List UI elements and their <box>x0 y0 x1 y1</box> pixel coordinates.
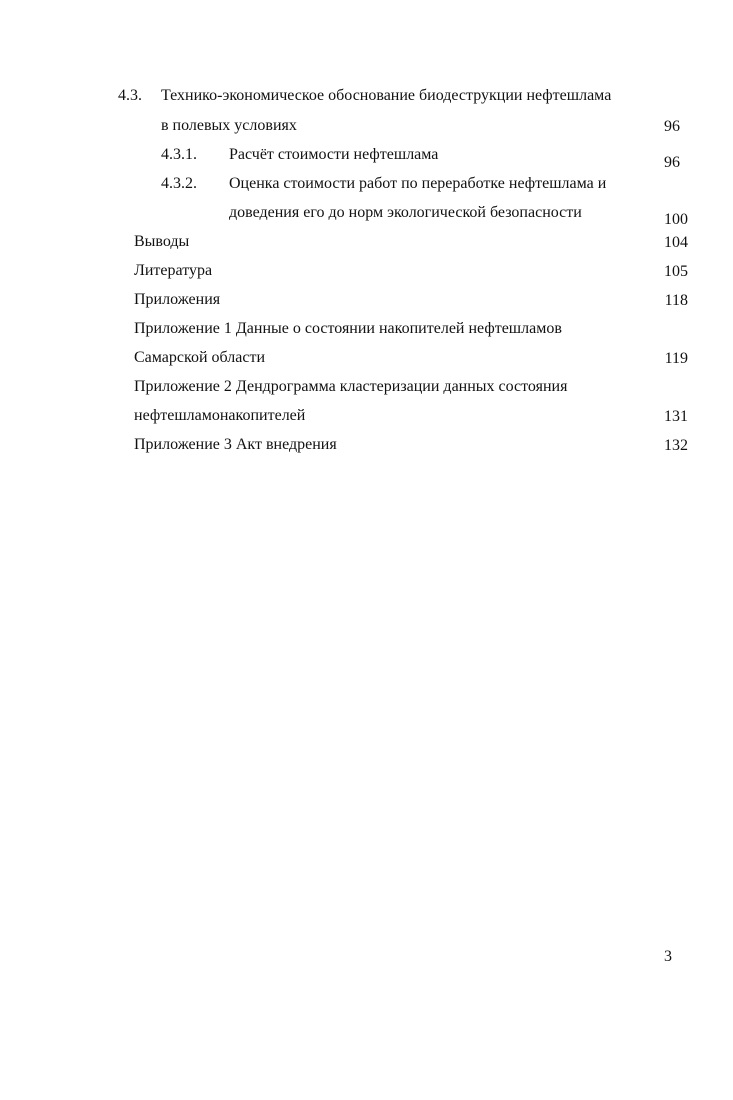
toc-section-4-3-2-page: 100 <box>664 211 688 228</box>
toc-section-4-3-2-number: 4.3.2. <box>161 175 197 192</box>
toc-section-4-3-2-title-line2: доведения его до норм экологической безопасности <box>229 204 582 221</box>
toc-literature-title: Литература <box>134 262 213 279</box>
toc-appendix-1-title-line1: Приложение 1 Данные о состоянии накопителей нефтешламов <box>134 320 562 337</box>
toc-appendix-3-title: Приложение 3 Акт внедрения <box>134 436 337 453</box>
toc-section-4-3-number: 4.3. <box>118 87 142 104</box>
toc-conclusions-page: 104 <box>664 234 688 251</box>
toc-appendix-2-title-line2: нефтешламонакопителей <box>134 407 306 424</box>
toc-section-4-3-page: 96 <box>664 118 680 135</box>
toc-appendix-2-page: 131 <box>664 408 688 425</box>
toc-section-4-3-title-line1: Технико-экономическое обоснование биодеструкции нефтешлама <box>161 87 612 104</box>
toc-section-4-3-title-line2: в полевых условиях <box>161 117 297 134</box>
toc-appendices-title: Приложения <box>134 291 221 308</box>
page-number: 3 <box>664 948 672 965</box>
toc-appendix-3-page: 132 <box>664 437 688 454</box>
toc-appendix-1-title-line2: Самарской области <box>134 349 265 366</box>
toc-section-4-3-1-number: 4.3.1. <box>161 146 197 163</box>
toc-appendix-2-title-line1: Приложение 2 Дендрограмма кластеризации данных состояния <box>134 378 568 395</box>
toc-section-4-3-2-title-line1: Оценка стоимости работ по переработке нефтешлама и <box>229 175 607 192</box>
toc-appendix-1-page: 119 <box>664 350 688 367</box>
toc-conclusions-title: Выводы <box>134 233 190 250</box>
toc-section-4-3-1-title: Расчёт стоимости нефтешлама <box>229 146 439 163</box>
toc-literature-page: 105 <box>664 263 688 280</box>
toc-appendices-page: 118 <box>664 292 688 309</box>
toc-section-4-3-1-page: 96 <box>664 154 680 171</box>
